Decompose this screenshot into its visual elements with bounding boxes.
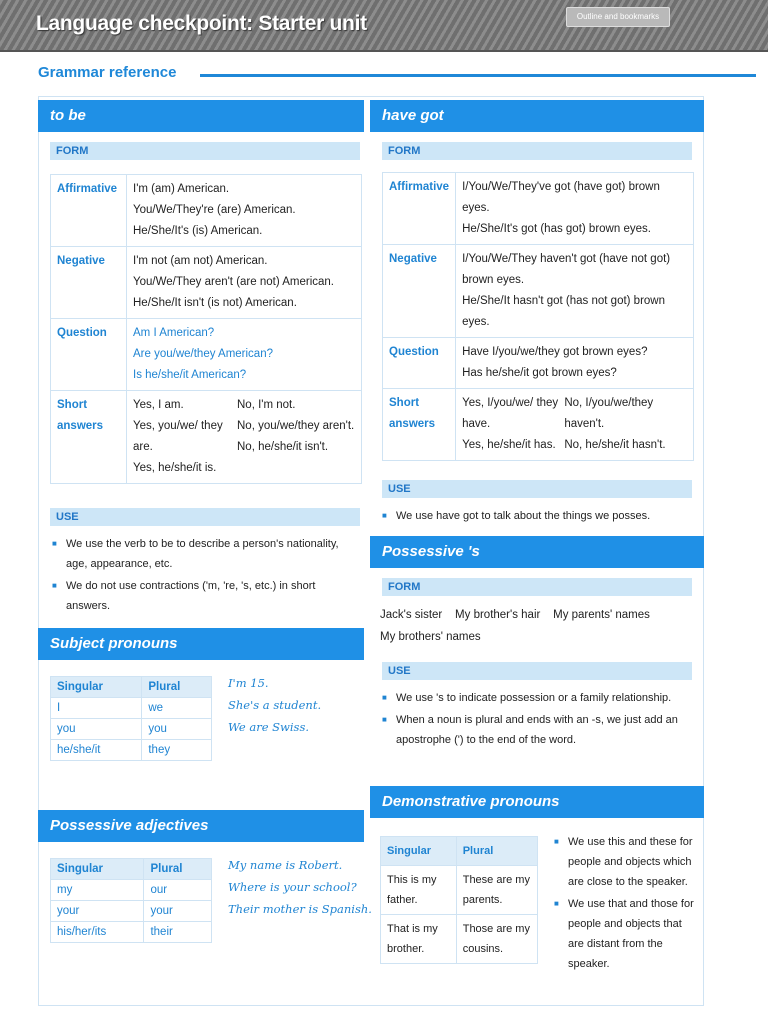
use-note: ■ When a noun is plural and ends with an -s, we just add an apostrophe (') to the end of the word.	[396, 710, 692, 750]
form-line: Is he/she/it American?	[133, 369, 247, 381]
demonstrative-cell: Those are my cousins.	[456, 915, 537, 964]
form-line: Are you/we/they American?	[133, 348, 273, 360]
form-line: He/She/It's got (has got) brown eyes.	[462, 223, 651, 235]
adjective-cell: their	[144, 922, 212, 943]
adjective-cell: our	[144, 880, 212, 901]
plural-header: Plural	[144, 859, 212, 880]
short-answer: No, you/we/they aren't.	[237, 420, 355, 432]
possessive-example: My parents' names	[553, 609, 650, 621]
example-sentence: Their mother is Spanish.	[228, 902, 372, 916]
example-sentence: I'm 15.	[228, 676, 269, 690]
possessive-s-use-notes	[396, 688, 692, 750]
possessive-s-examples	[380, 604, 694, 648]
use-note: ■ We use the verb to be to describe a person's nationality, age, appearance, etc.	[66, 534, 356, 574]
adjective-cell: my	[51, 880, 144, 901]
have-got-form-table	[382, 172, 694, 461]
subject-pronoun-examples	[228, 672, 321, 738]
to-be-use-label: USE	[50, 508, 360, 526]
have-got-form-label: FORM	[382, 142, 692, 160]
subject-pronouns-table	[50, 676, 212, 761]
pronoun-cell: we	[142, 698, 212, 719]
outline-bookmarks-button[interactable]: Outline and bookmarks	[566, 7, 670, 27]
pronoun-cell: you	[142, 719, 212, 740]
row-content	[127, 175, 362, 247]
to-be-short-row	[51, 391, 362, 484]
row-label: Affirmative	[383, 173, 456, 245]
example-sentence: We are Swiss.	[228, 720, 310, 734]
singular-header: Singular	[381, 837, 457, 866]
pronoun-cell: they	[142, 740, 212, 761]
subject-pronouns-heading: Subject pronouns	[38, 628, 364, 660]
row-content	[456, 389, 694, 461]
pronoun-cell: I	[51, 698, 142, 719]
row-label: Question	[383, 338, 456, 389]
possessive-adjective-examples	[228, 854, 372, 920]
form-line: He/She/It's (is) American.	[133, 225, 263, 237]
short-answer: Yes, he/she/it has.	[462, 439, 556, 451]
have-got-affirmative-row	[383, 173, 694, 245]
to-be-form-label: FORM	[50, 142, 360, 160]
possessive-s-heading: Possessive 's	[370, 536, 704, 568]
use-note: ■ We use this and these for people and objects which are close to the speaker.	[568, 832, 696, 892]
demonstrative-table	[380, 836, 538, 964]
form-line: I/You/We/They haven't got (have not got) brown eyes.	[462, 253, 671, 286]
use-note: ■ We do not use contractions ('m, 're, 's, etc.) in short answers.	[66, 576, 356, 616]
pronoun-cell: you	[51, 719, 142, 740]
example-sentence: She's a student.	[228, 698, 322, 712]
page-title: Language checkpoint: Starter unit	[36, 12, 367, 35]
possessive-example: Jack's sister	[380, 609, 443, 621]
use-note: ■ We use have got to talk about the things we posses.	[396, 506, 692, 526]
short-answer: No, I'm not.	[237, 399, 296, 411]
section-title: Grammar reference	[38, 64, 177, 81]
short-answer: Yes, you/we/ they are.	[133, 420, 223, 453]
demonstrative-cell: This is my father.	[381, 866, 457, 915]
short-answer: No, he/she/it hasn't.	[564, 439, 666, 451]
example-sentence: Where is your school?	[228, 880, 357, 894]
row-content	[127, 247, 362, 319]
adjective-cell: his/her/its	[51, 922, 144, 943]
have-got-heading: have got	[370, 100, 704, 132]
have-got-negative-row	[383, 245, 694, 338]
adjective-cell: your	[51, 901, 144, 922]
row-label: Short answers	[383, 389, 456, 461]
singular-header: Singular	[51, 859, 144, 880]
to-be-use-notes	[66, 534, 356, 616]
possessive-adjectives-table	[50, 858, 212, 943]
to-be-heading: to be	[38, 100, 364, 132]
row-content	[127, 391, 362, 484]
possessive-example: My brothers' names	[380, 631, 481, 643]
to-be-form-table	[50, 174, 362, 484]
have-got-question-row	[383, 338, 694, 389]
row-label: Short answers	[51, 391, 127, 484]
have-got-use-notes	[396, 506, 692, 526]
demonstrative-cell: That is my brother.	[381, 915, 457, 964]
have-got-use-label: USE	[382, 480, 692, 498]
row-content	[127, 319, 362, 391]
have-got-short-row	[383, 389, 694, 461]
row-label: Affirmative	[51, 175, 127, 247]
possessive-example: My brother's hair	[455, 609, 541, 621]
to-be-negative-row	[51, 247, 362, 319]
plural-header: Plural	[456, 837, 537, 866]
form-line: Am I American?	[133, 327, 215, 339]
row-content	[456, 245, 694, 338]
short-answer: No, I/you/we/they haven't.	[564, 397, 654, 430]
use-note: ■ We use that and those for people and objects that are distant from the speaker.	[568, 894, 696, 974]
to-be-question-row	[51, 319, 362, 391]
row-label: Negative	[383, 245, 456, 338]
header-banner	[0, 0, 768, 52]
section-divider	[200, 74, 756, 77]
form-line: He/She/It hasn't got (has not got) brown eyes.	[462, 295, 666, 328]
form-line: Has he/she/it got brown eyes?	[462, 367, 617, 379]
demonstrative-cell: These are my parents.	[456, 866, 537, 915]
singular-header: Singular	[51, 677, 142, 698]
form-line: I'm not (am not) American.	[133, 255, 268, 267]
adjective-cell: your	[144, 901, 212, 922]
row-label: Negative	[51, 247, 127, 319]
row-content	[456, 338, 694, 389]
to-be-affirmative-row	[51, 175, 362, 247]
possessive-s-use-label: USE	[382, 662, 692, 680]
short-answer: No, he/she/it isn't.	[237, 441, 329, 453]
form-line: I/You/We/They've got (have got) brown eyes.	[462, 181, 660, 214]
row-label: Question	[51, 319, 127, 391]
form-line: He/She/It isn't (is not) American.	[133, 297, 297, 309]
form-line: Have I/you/we/they got brown eyes?	[462, 346, 648, 358]
possessive-adjectives-heading: Possessive adjectives	[38, 810, 364, 842]
example-sentence: My name is Robert.	[228, 858, 343, 872]
short-answer: Yes, I/you/we/ they have.	[462, 397, 559, 430]
form-line: I'm (am) American.	[133, 183, 230, 195]
use-note: ■ We use 's to indicate possession or a family relationship.	[396, 688, 692, 708]
possessive-s-form-label: FORM	[382, 578, 692, 596]
short-answer: Yes, I am.	[133, 399, 184, 411]
row-content	[456, 173, 694, 245]
form-line: You/We/They're (are) American.	[133, 204, 296, 216]
short-answer: Yes, he/she/it is.	[133, 462, 217, 474]
form-line: You/We/They aren't (are not) American.	[133, 276, 334, 288]
demonstrative-notes	[568, 832, 696, 974]
demonstrative-pronouns-heading: Demonstrative pronouns	[370, 786, 704, 818]
pronoun-cell: he/she/it	[51, 740, 142, 761]
plural-header: Plural	[142, 677, 212, 698]
